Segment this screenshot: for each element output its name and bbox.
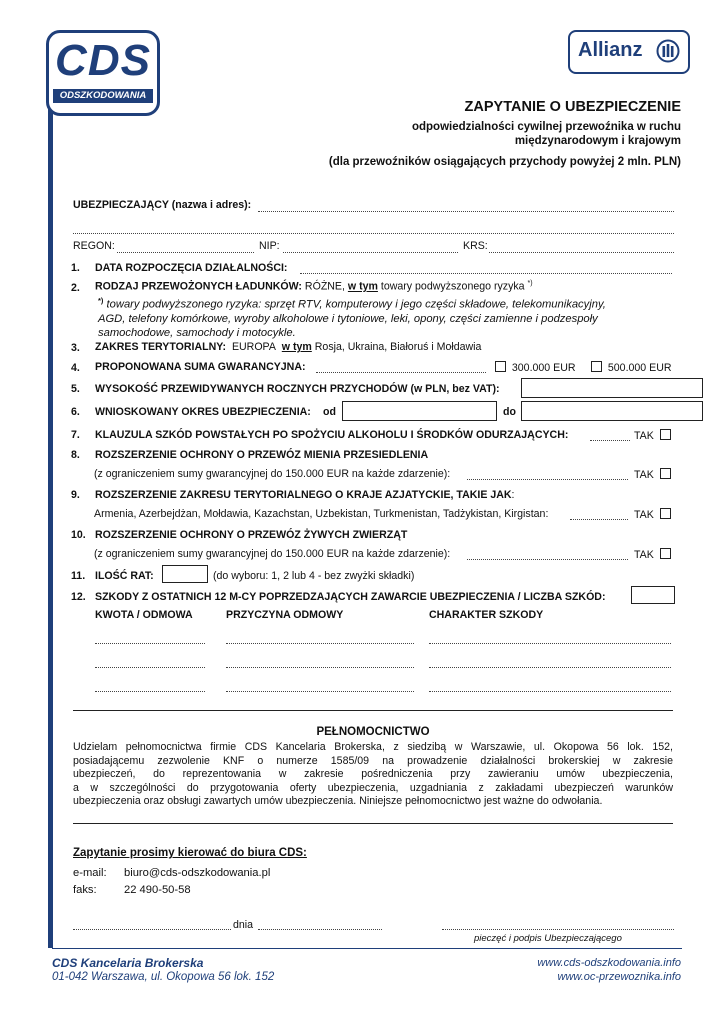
insured-address-field[interactable] [73,233,674,234]
poa-title: PEŁNOMOCNICTWO [316,726,430,738]
q7-number: 7. [71,429,80,441]
q8-tak-label: TAK [634,469,654,481]
title-line-1: odpowiedzialności cywilnej przewoźnika w ruchu [411,121,681,133]
q2-wtym: w tym [347,280,378,293]
q4-option-300[interactable] [495,361,576,374]
q9-checkbox[interactable] [660,508,671,519]
q3-wtym: w tym [281,341,312,353]
q8-number: 8. [71,449,80,461]
q2-rest: towary podwyższonego ryzyka [380,280,525,293]
q6-number: 6. [71,406,80,418]
place-field[interactable] [73,929,231,930]
poa-line-4: a w szczególności do przygotowania oferty ubezpieczenia, uzgadniania z zakładami ubezpieczeń warunków [73,781,673,794]
claims-row-1-reason[interactable] [226,643,414,644]
q4-checkbox-300[interactable] [495,361,506,372]
q6-label: WNIOSKOWANY OKRES UBEZPIECZENIA: [95,406,311,418]
title-line-2: międzynarodowym i krajowym [514,135,681,147]
q10-number: 10. [71,529,86,541]
poa-line-5: ubezpieczenia oraz obsługi zawartych umów ubezpieczenia. Niniejsze pełnomocnictwo jest ważne do odwołania. [73,795,603,808]
q3-rest: Rosja, Ukraina, Białoruś i Mołdawia [314,341,482,353]
q12-claims-count-input[interactable] [631,586,675,604]
q11-label: ILOŚĆ RAT: [95,570,154,582]
q8-checkbox[interactable] [660,468,671,479]
q2-value: RÓŻNE, [304,280,345,293]
q3-number: 3. [71,342,80,354]
q6-do-label: do [503,406,516,418]
claims-row-1-amount[interactable] [95,643,205,644]
q7-tak[interactable] [634,429,671,442]
q9-sub-row: Armenia, Azerbejdżan, Mołdawia, Kazachstan, Uzbekistan, Turkmenistan, Tadżykistan, Kirgistan: [94,508,549,520]
insured-label: UBEZPIECZAJĄCY (nazwa i adres): [73,199,252,211]
claims-row-1-type[interactable] [429,643,671,644]
claims-row-3-amount[interactable] [95,691,205,692]
q2-row [95,280,533,293]
q9-number: 9. [71,489,80,501]
q2-number: 2. [71,282,80,294]
contact-fax-label: faks: [73,884,97,896]
q1-label: DATA ROZPOCZĘCIA DZIAŁALNOŚCI: [95,262,288,274]
footer-web-1[interactable]: www.cds-odszkodowania.info [537,957,681,969]
contact-email-label: e-mail: [73,867,107,879]
allianz-logo-name: Allianz [578,39,643,61]
nip-field[interactable] [283,252,458,253]
q2-note-line1: towary podwyższonego ryzyka: sprzęt RTV, komputerowy i jego części składowe, telekomunikacyjny, [106,298,606,311]
poa-line-2: posiadającemu zezwolenie KNF o numerze 1585/09 na prowadzenie działalności brokerskiej w zakresie [73,754,673,767]
q7-label: KLAUZULA SZKÓD POWSTAŁYCH PO SPOŻYCIU ALKOHOLU I ŚRODKÓW ODURZAJĄCYCH: [95,429,569,441]
claims-col-reason: PRZYCZYNA ODMOWY [226,609,344,621]
q9-dots [570,519,628,520]
allianz-eagle-icon [656,39,680,63]
q6-od-input[interactable] [342,401,497,421]
q3-row [95,341,481,353]
q7-dots [590,440,630,441]
q2-note-star: *) [98,296,104,305]
claims-row-2-type[interactable] [429,667,671,668]
q10-tak-label: TAK [634,549,654,561]
date-field[interactable] [258,929,382,930]
q2-note [98,294,606,340]
q12-label: SZKODY Z OSTATNICH 12 M-CY POPRZEDZAJĄCYCH ZAWARCIE UBEZPIECZENIA / LICZBA SZKÓD: [95,591,606,603]
cds-logo-band [53,89,153,103]
allianz-logo [568,30,690,74]
q4-option-300-label: 300.000 EUR [511,362,576,374]
q8-dots [467,479,628,480]
claims-col-type: CHARAKTER SZKODY [429,609,544,621]
nip-label: NIP: [259,240,280,252]
q4-checkbox-500[interactable] [591,361,602,372]
q10-sub: (z ograniczeniem sumy gwarancyjnej do 150.000 EUR na każde zdarzenie): [94,548,451,560]
q1-number: 1. [71,262,80,274]
krs-label: KRS: [463,240,488,252]
divider-1 [73,710,673,711]
q4-label: PROPONOWANA SUMA GWARANCYJNA: [95,361,306,373]
q12-number: 12. [71,591,86,603]
q8-tak[interactable] [634,468,671,481]
q11-installments-input[interactable] [162,565,208,583]
date-label: dnia [233,919,254,931]
q9-tak-label: TAK [634,509,654,521]
insured-name-field[interactable] [258,211,674,212]
claims-col-amount: KWOTA / ODMOWA [95,609,193,621]
q2-star: *) [527,280,533,287]
q2-note-line3: samochodowe, samochody i motocykle. [98,326,296,339]
cds-logo [46,30,160,116]
footer-rule [52,948,682,949]
q4-number: 4. [71,362,80,374]
footer-company: CDS Kancelaria Brokerska [52,956,204,970]
q4-option-500[interactable] [591,361,672,374]
footer-web-2[interactable]: www.oc-przewoznika.info [557,971,681,983]
q7-tak-label: TAK [634,430,654,442]
q8-label: ROZSZERZENIE OCHRONY O PRZEWÓZ MIENIA PRZESIEDLENIA [95,449,429,461]
regon-label: REGON: [73,240,115,252]
claims-row-3-type[interactable] [429,691,671,692]
q4-option-500-label: 500.000 EUR [607,362,672,374]
signature-field[interactable] [442,929,674,930]
cds-logo-brand: CDS [55,36,151,85]
footer-address: 01-042 Warszawa, ul. Okopowa 56 lok. 152 [52,971,275,983]
q10-checkbox[interactable] [660,548,671,559]
regon-field[interactable] [117,252,254,253]
q10-label: ROZSZERZENIE OCHRONY O PRZEWÓZ ŻYWYCH ZWIERZĄT [95,529,408,541]
left-border-line [48,98,53,948]
q11-note: (do wyboru: 1, 2 lub 4 - bez zwyżki składki) [213,570,415,582]
q6-od-label: od [323,406,336,418]
contact-email[interactable]: biuro@cds-odszkodowania.pl [124,867,271,879]
q2-note-line2: AGD, telefony komórkowe, wyroby alkoholowe i tytoniowe, leki, opony, części zamienne i podzespoły [98,312,598,325]
signature-caption: pieczęć i podpis Ubezpieczającego [474,933,622,944]
divider-2 [73,823,673,824]
q2-label: RODZAJ PRZEWOŻONYCH ŁADUNKÓW: [95,280,302,293]
q10-dots [467,559,628,560]
q9-sub: Armenia, Azerbejdżan, Mołdawia, Kazachstan, Uzbekistan, Turkmenistan, Tadżykistan, Kirgistan [94,508,546,520]
poa-text [73,741,673,809]
contact-fax: 22 490-50-58 [124,884,191,896]
q9-row: ROZSZERZENIE ZAKRESU TERYTORIALNEGO O KRAJE AZJATYCKIE, TAKIE JAK: [95,489,515,501]
claims-row-2-amount[interactable] [95,667,205,668]
page-title: ZAPYTANIE O UBEZPIECZENIE [464,99,681,115]
contact-heading: Zapytanie prosimy kierować do biura CDS: [73,847,307,859]
q5-label: WYSOKOŚĆ PRZEWIDYWANYCH ROCZNYCH PRZYCHODÓW (w PLN, bez VAT): [95,383,500,395]
q3-label: ZAKRES TERYTORIALNY: [95,341,227,353]
q3-value: EUROPA [231,341,276,353]
poa-line-1: Udzielam pełnomocnictwa firmie CDS Kancelaria Brokerska, z siedzibą w Warszawie, ul. Okopowa 56 lok. 152, [73,741,673,753]
claims-row-2-reason[interactable] [226,667,414,668]
q11-number: 11. [71,570,86,582]
q9-tak[interactable] [634,508,671,521]
cds-logo-sub: ODSZKODOWANIA [59,90,147,101]
q4-field[interactable] [316,372,486,373]
claims-row-3-reason[interactable] [226,691,414,692]
q7-checkbox[interactable] [660,429,671,440]
q8-sub: (z ograniczeniem sumy gwarancyjnej do 150.000 EUR na każde zdarzenie): [94,468,451,480]
poa-line-3: ubezpieczeń, do reprezentowania w zakresie pośredniczenia przy zawieraniu umów ubezpieczenia, [73,768,673,781]
q6-do-input[interactable] [521,401,703,421]
q9-label: ROZSZERZENIE ZAKRESU TERYTORIALNEGO O KRAJE AZJATYCKIE, TAKIE JAK [95,489,512,501]
title-line-3: (dla przewoźników osiągających przychody powyżej 2 mln. PLN) [328,156,681,168]
q1-field[interactable] [300,273,672,274]
q5-revenue-input[interactable] [521,378,703,398]
q10-tak[interactable] [634,548,671,561]
q5-number: 5. [71,383,80,395]
krs-field[interactable] [489,252,674,253]
